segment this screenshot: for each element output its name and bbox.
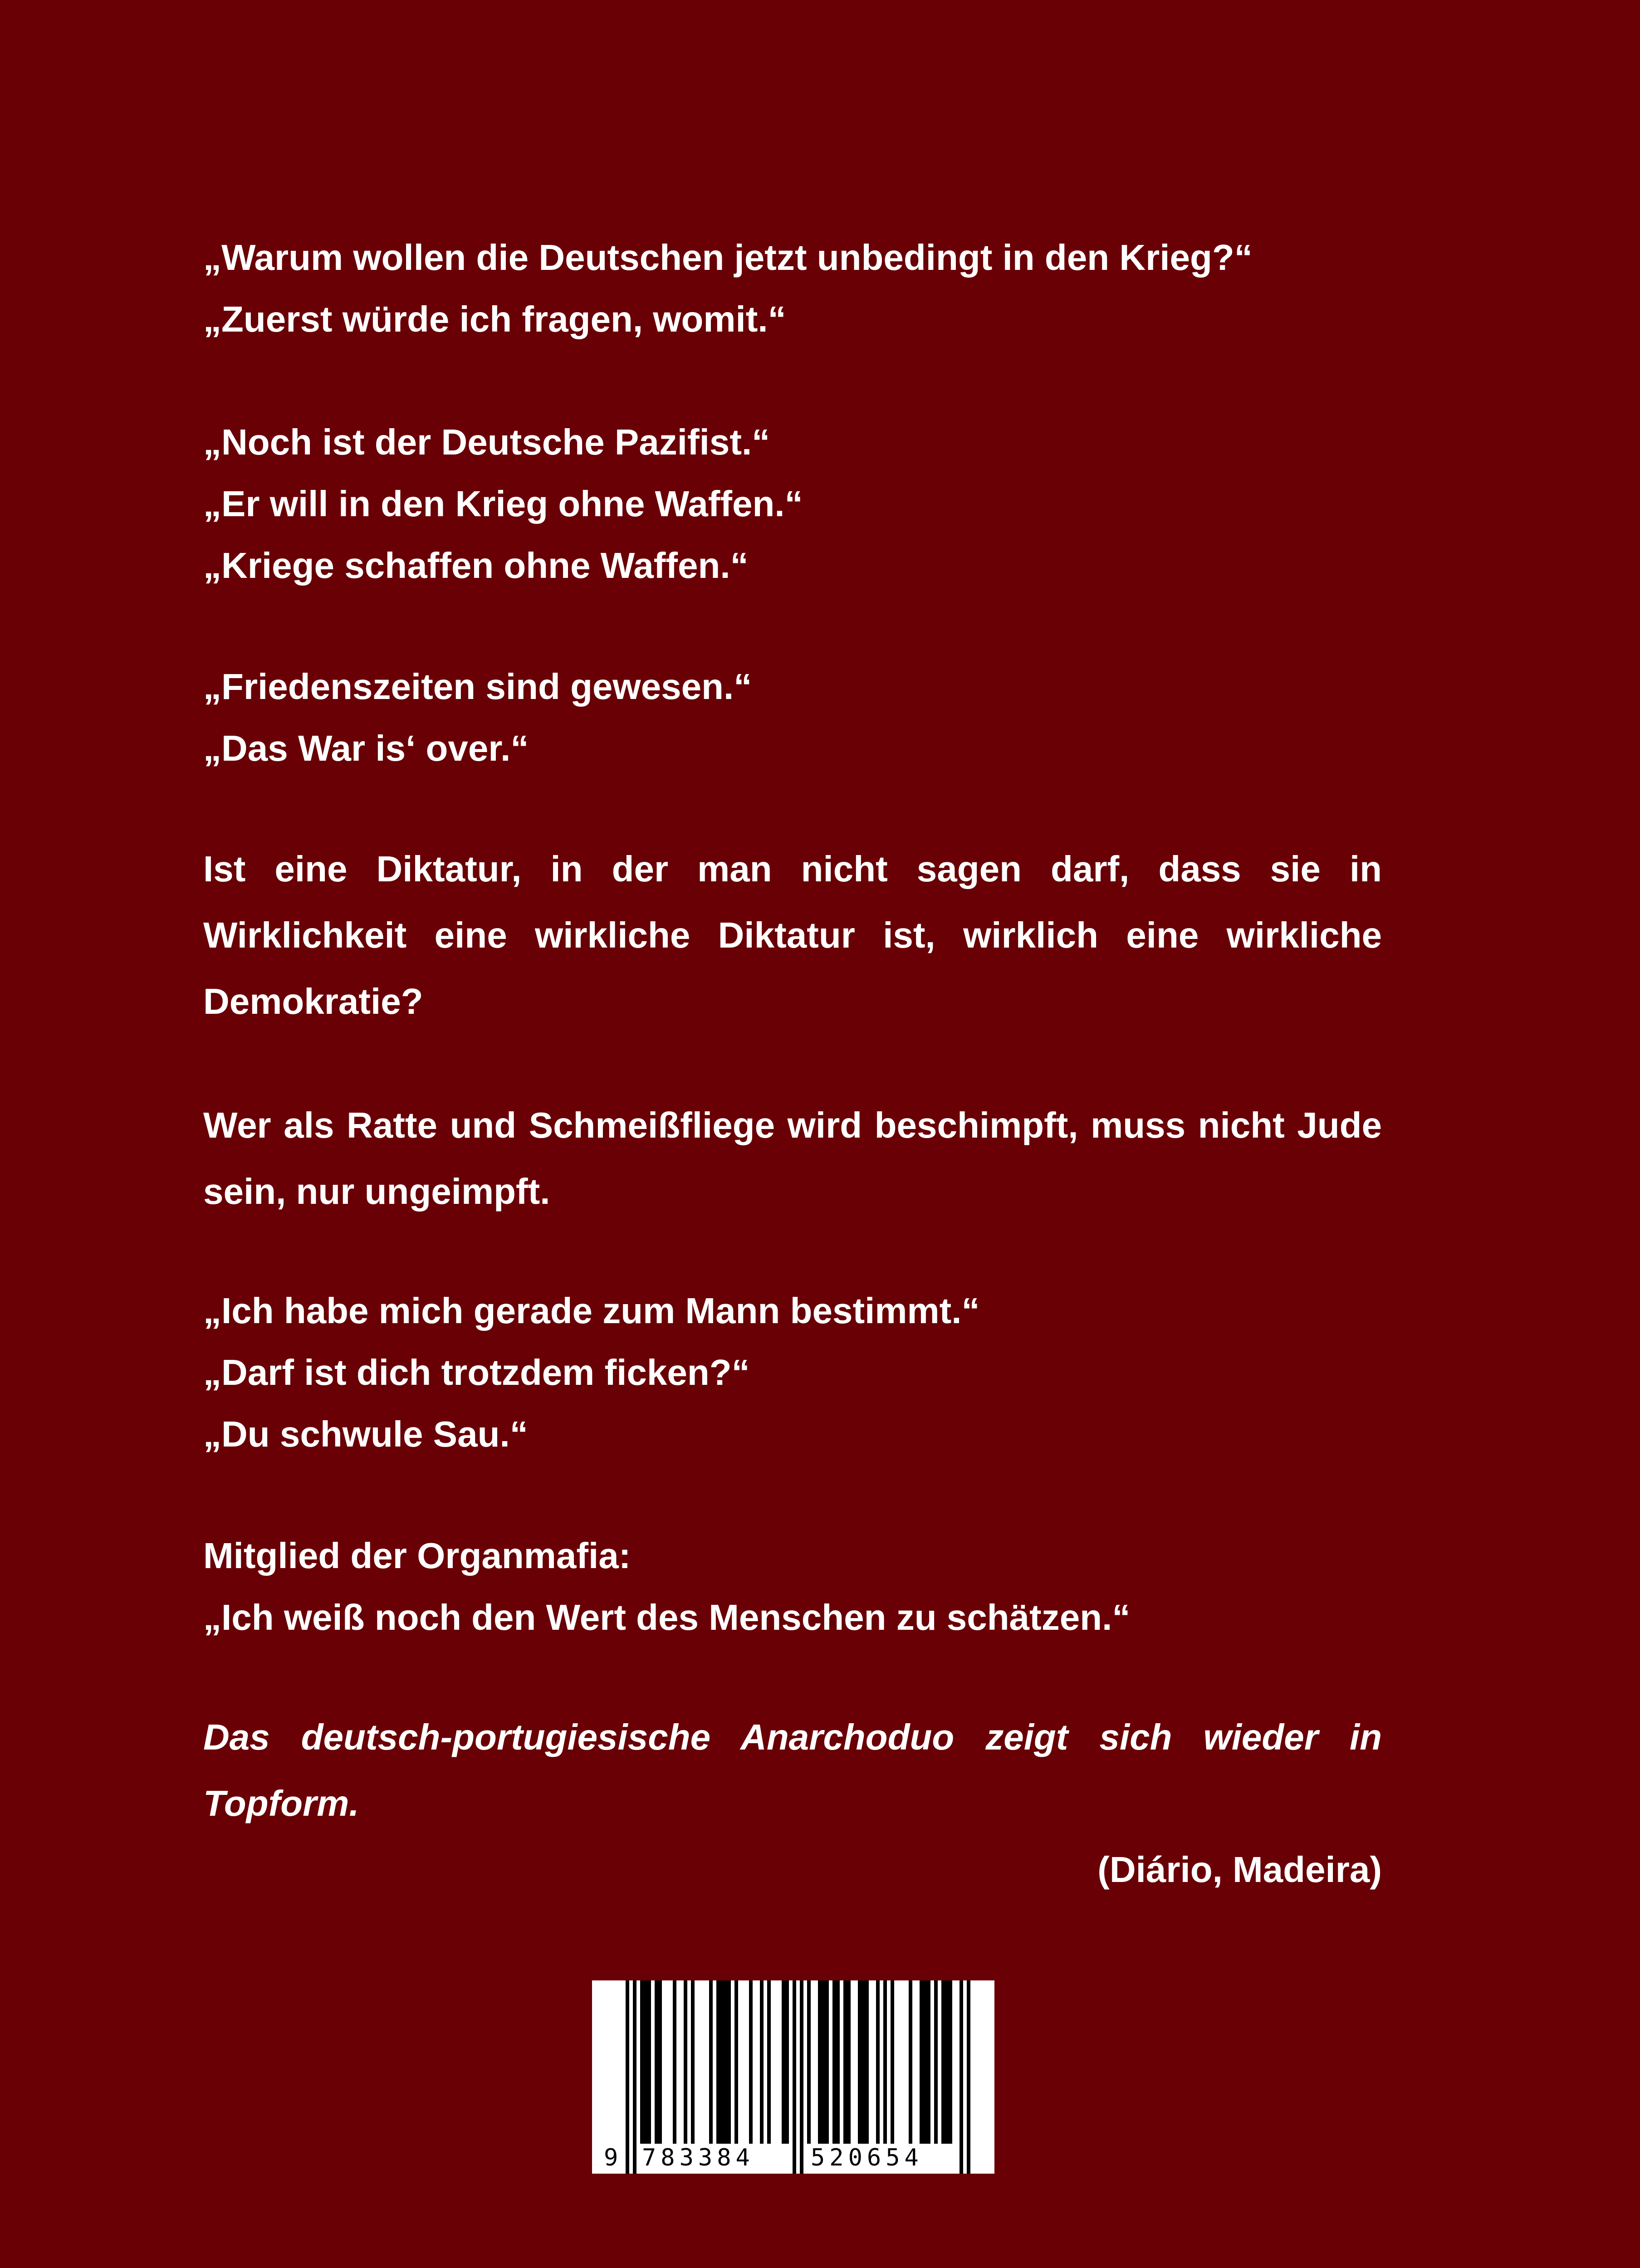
barcode-left-digits: 783384 — [642, 2144, 754, 2171]
barcode-bar — [658, 1980, 662, 2144]
barcode-bar — [720, 1980, 724, 2144]
barcode-bar — [876, 1980, 880, 2144]
barcode-bar — [949, 1980, 952, 2144]
barcode-bar — [655, 1980, 658, 2144]
barcode-bar — [785, 1980, 789, 2144]
review-quote: Das deutsch-portugiesische Anarchoduo zeigt sich wieder in Topform. — [203, 1717, 1382, 1823]
barcode-bar — [934, 1980, 938, 2144]
review-block — [203, 1704, 1382, 1903]
isbn-barcode — [592, 1980, 994, 2174]
barcode-bar — [691, 1980, 695, 2144]
barcode-bar — [734, 1980, 738, 2144]
back-cover-text — [203, 1280, 1382, 1465]
dialog-line: „Kriege schaffen ohne Waffen.“ — [203, 545, 749, 586]
review-source: (Diário, Madeira) — [1097, 1849, 1382, 1890]
barcode-bar — [858, 1980, 862, 2144]
barcode-bar — [909, 1980, 912, 2144]
dialog-line: „Noch ist der Deutsche Pazifist.“ — [203, 422, 770, 462]
dialog-line: „Darf ist dich trotzdem ficken?“ — [203, 1352, 750, 1393]
dialog-line: Mitglied der Organmafia: — [203, 1535, 631, 1576]
dialog-line: „Du schwule Sau.“ — [203, 1414, 528, 1454]
back-cover-text — [203, 411, 1382, 596]
barcode-bar — [836, 1980, 840, 2144]
barcode-bar — [920, 1980, 923, 2144]
barcode-bar — [941, 1980, 945, 2144]
dialog-line: „Ich weiß noch den Wert des Menschen zu schätzen.“ — [203, 1597, 1131, 1637]
barcode-bar — [945, 1980, 949, 2144]
barcode-bar — [647, 1980, 651, 2144]
barcode-right-digits: 520654 — [811, 2144, 923, 2171]
barcode-bar — [967, 1980, 970, 2174]
barcode-bar — [633, 1980, 636, 2174]
barcode-bar — [800, 1980, 803, 2174]
back-cover-text — [203, 1525, 1382, 1648]
barcode-bar — [724, 1980, 727, 2144]
barcode-bar — [749, 1980, 753, 2144]
barcode-bar — [673, 1980, 676, 2144]
barcode-bar — [891, 1980, 894, 2144]
barcode-bar — [640, 1980, 644, 2144]
dialog-line: „Zuerst würde ich fragen, womit.“ — [203, 299, 786, 339]
barcode-bar — [818, 1980, 822, 2144]
back-cover-text — [203, 656, 1382, 779]
barcode-bar — [825, 1980, 829, 2144]
barcode-bar — [843, 1980, 847, 2144]
barcode-bar — [862, 1980, 865, 2144]
barcode-bar — [644, 1980, 647, 2144]
dialog-line: „Friedenszeiten sind gewesen.“ — [203, 666, 752, 707]
barcode-bar — [960, 1980, 963, 2174]
barcode-bar — [847, 1980, 851, 2144]
back-cover-text — [203, 1092, 1382, 1225]
barcode-bar — [626, 1980, 629, 2174]
barcode-first-digit: 9 — [604, 2144, 623, 2171]
back-cover-text — [203, 836, 1382, 1035]
barcode-bar — [782, 1980, 785, 2144]
barcode-bar — [716, 1980, 720, 2144]
barcode-bar — [760, 1980, 764, 2144]
dialog-line: „Er will in den Krieg ohne Waffen.“ — [203, 484, 803, 524]
barcode-bar — [927, 1980, 930, 2144]
dialog-line: „Das War is‘ over.“ — [203, 728, 529, 768]
back-cover-text — [203, 227, 1382, 350]
barcode-bar — [767, 1980, 771, 2144]
ungeimpft-paragraph: Wer als Ratte und Schmeißfliege wird beschimpft, muss nicht Jude sein, nur ungeimpft. — [203, 1105, 1382, 1212]
barcode-bar — [684, 1980, 687, 2144]
barcode-bar — [807, 1980, 811, 2144]
barcode-bar — [822, 1980, 825, 2144]
barcode-bar — [832, 1980, 836, 2144]
diktatur-paragraph: Ist eine Diktatur, in der man nicht sagen darf, dass sie in Wirklichkeit eine wirkliche Diktatur ist, wirklich eine wirkliche Demokratie? — [203, 849, 1382, 1022]
barcode-bar — [793, 1980, 796, 2174]
barcode-bar — [923, 1980, 927, 2144]
dialog-line: „Ich habe mich gerade zum Mann bestimmt.“ — [203, 1290, 980, 1331]
barcode-bar — [865, 1980, 869, 2144]
barcode-bar — [883, 1980, 887, 2144]
dialog-line: „Warum wollen die Deutschen jetzt unbedingt in den Krieg?“ — [203, 237, 1253, 278]
barcode-bar — [709, 1980, 713, 2144]
barcode-bar — [727, 1980, 731, 2144]
